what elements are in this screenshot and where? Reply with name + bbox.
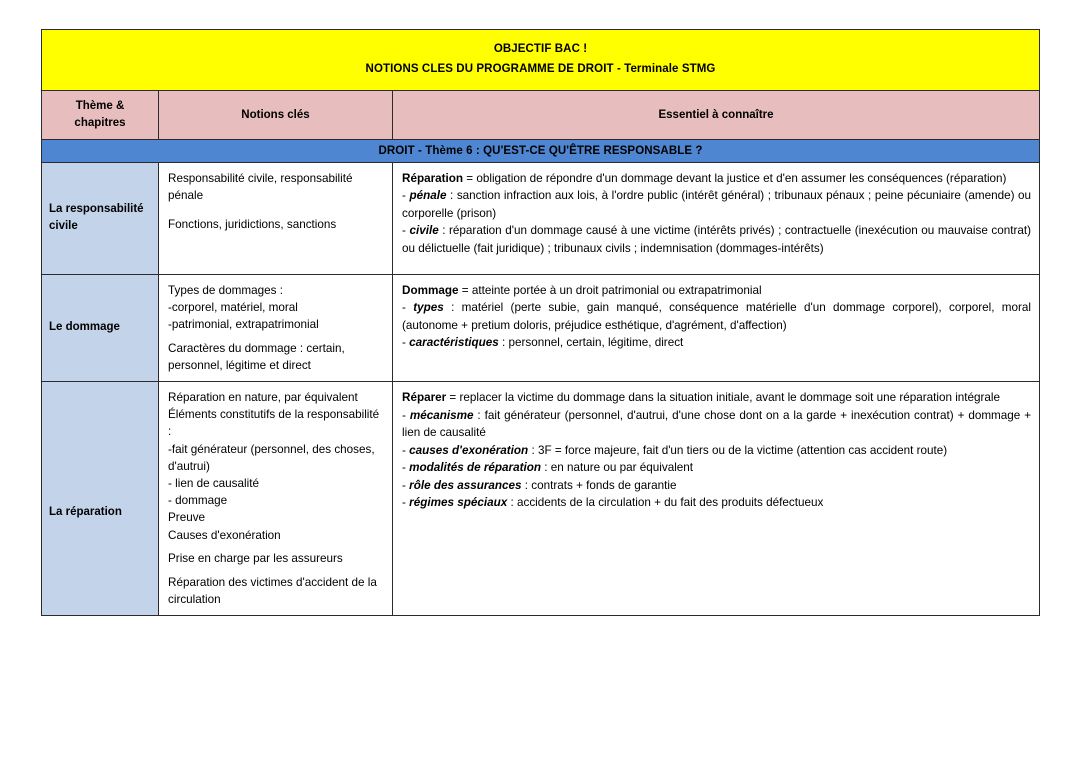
essentiel-lead: Réparation: [402, 171, 464, 185]
document-title-band: [42, 30, 1040, 91]
essentiel-text: : personnel, certain, légitime, direct: [498, 336, 684, 350]
essentiel-paragraph: [402, 222, 1031, 257]
notion-item: Responsabilité civile, responsabilité pénale: [168, 171, 353, 202]
essentiel-prefix: -: [402, 461, 410, 475]
essentiel-paragraph: [402, 477, 1031, 495]
notion-item: Caractères du dommage : certain, personnel, légitime et direct: [168, 341, 345, 372]
essentiel-paragraph: [402, 494, 1031, 512]
essentiel-prefix: -: [402, 443, 410, 457]
essentiel-paragraph: [402, 282, 1031, 300]
theme-banner-row: [42, 139, 1040, 162]
essentiel-text: : réparation d'un dommage causé à une victime (intérêts privés) ; contractuelle (inexécution ou mauvaise contrat) ou délictuelle (fait juridique) ; tribunaux civils ; indemnisation (dommages-intérêts): [402, 224, 1032, 255]
row-notions-cell: [159, 274, 393, 381]
table-row: [42, 382, 1040, 616]
essentiel-paragraph: [402, 389, 1031, 407]
essentiel-paragraph: [402, 170, 1031, 188]
column-header-theme-line2: chapitres: [74, 116, 126, 129]
essentiel-paragraph: [402, 334, 1031, 352]
essentiel-lead: civile: [409, 224, 439, 238]
notions-table: [41, 29, 1040, 616]
essentiel-text: : en nature ou par équivalent: [541, 461, 694, 475]
essentiel-prefix: -: [402, 478, 410, 492]
row-theme-label: La réparation: [42, 382, 159, 616]
essentiel-text: : matériel (perte subie, gain manqué, conséquence matérielle d'un dommage corporel), corporel, moral (autonome + pretium doloris, préjudice esthétique, d'agrément, d'affection): [402, 301, 1032, 332]
column-header-notions: Notions clés: [159, 91, 393, 139]
essentiel-lead: Dommage: [402, 283, 459, 297]
notion-item: Réparation en nature, par équivalent Éléments constitutifs de la responsabilité : -fait générateur (personnel, des choses, d'autrui) - lien de causalité - dommage Preuve Causes d'exonération: [168, 391, 380, 542]
essentiel-paragraph: [402, 459, 1031, 477]
essentiel-prefix: -: [402, 496, 410, 510]
column-header-row: [42, 91, 1040, 139]
theme-banner: DROIT - Thème 6 : QU'EST-CE QU'ÊTRE RESPONSABLE ?: [42, 139, 1040, 162]
essentiel-text: = atteinte portée à un droit patrimonial ou extrapatrimonial: [458, 283, 762, 297]
essentiel-paragraph: [402, 187, 1031, 222]
essentiel-prefix: -: [402, 408, 410, 422]
essentiel-prefix: -: [402, 336, 410, 350]
essentiel-lead: pénale: [409, 189, 447, 203]
row-theme-label: Le dommage: [42, 274, 159, 381]
essentiel-lead: types: [413, 301, 444, 315]
row-theme-label: La responsabilité civile: [42, 162, 159, 274]
row-essentiel-cell: [393, 162, 1040, 274]
essentiel-lead: mécanisme: [409, 408, 474, 422]
row-essentiel-cell: [393, 274, 1040, 381]
essentiel-text: : 3F = force majeure, fait d'un tiers ou de la victime (attention cas accident route): [528, 443, 948, 457]
essentiel-lead: modalités de réparation: [409, 461, 541, 475]
essentiel-lead: causes d'exonération: [409, 443, 529, 457]
essentiel-text: : contrats + fonds de garantie: [521, 478, 677, 492]
notion-item: Prise en charge par les assureurs: [168, 552, 343, 566]
essentiel-text: : accidents de la circulation + du fait des produits défectueux: [507, 496, 824, 510]
essentiel-paragraph: [402, 299, 1031, 334]
title-line-2: NOTIONS CLES DU PROGRAMME DE DROIT - Terminale STMG: [365, 63, 716, 76]
column-header-essentiel: Essentiel à connaître: [393, 91, 1040, 139]
essentiel-lead: régimes spéciaux: [409, 496, 508, 510]
notion-item: Types de dommages : -corporel, matériel, moral -patrimonial, extrapatrimonial: [168, 283, 319, 331]
essentiel-paragraph: [402, 442, 1031, 460]
essentiel-prefix: -: [402, 301, 414, 315]
row-notions-cell: [159, 162, 393, 274]
essentiel-lead: caractéristiques: [409, 336, 499, 350]
essentiel-prefix: -: [402, 224, 410, 238]
essentiel-lead: rôle des assurances: [409, 478, 522, 492]
essentiel-prefix: -: [402, 189, 410, 203]
notion-item: Réparation des victimes d'accident de la circulation: [168, 575, 377, 607]
essentiel-lead: Réparer: [402, 391, 447, 405]
title-row: [42, 30, 1040, 91]
table-row: [42, 162, 1040, 274]
title-line-1: OBJECTIF BAC !: [493, 43, 588, 55]
row-notions-cell: [159, 382, 393, 616]
essentiel-text: : fait générateur (personnel, d'autrui, d'une chose dont on a la garde + inexécution contrat) + dommage + lien de causalité: [402, 408, 1032, 440]
essentiel-text: = replacer la victime du dommage dans la situation initiale, avant le dommage soit une réparation intégrale: [446, 391, 1001, 405]
essentiel-paragraph: [402, 407, 1031, 442]
table-row: [42, 274, 1040, 381]
row-essentiel-cell: [393, 382, 1040, 616]
essentiel-text: : sanction infraction aux lois, à l'ordre public (intérêt général) ; tribunaux pénaux ; peine pécuniaire (amende) ou corporelle (prison): [402, 189, 1032, 220]
column-header-theme-line1: Thème &: [75, 100, 125, 113]
notion-item: Fonctions, juridictions, sanctions: [168, 218, 337, 232]
essentiel-text: = obligation de répondre d'un dommage devant la justice et d'en assumer les conséquences (réparation): [463, 171, 1007, 185]
column-header-theme: [42, 91, 159, 139]
